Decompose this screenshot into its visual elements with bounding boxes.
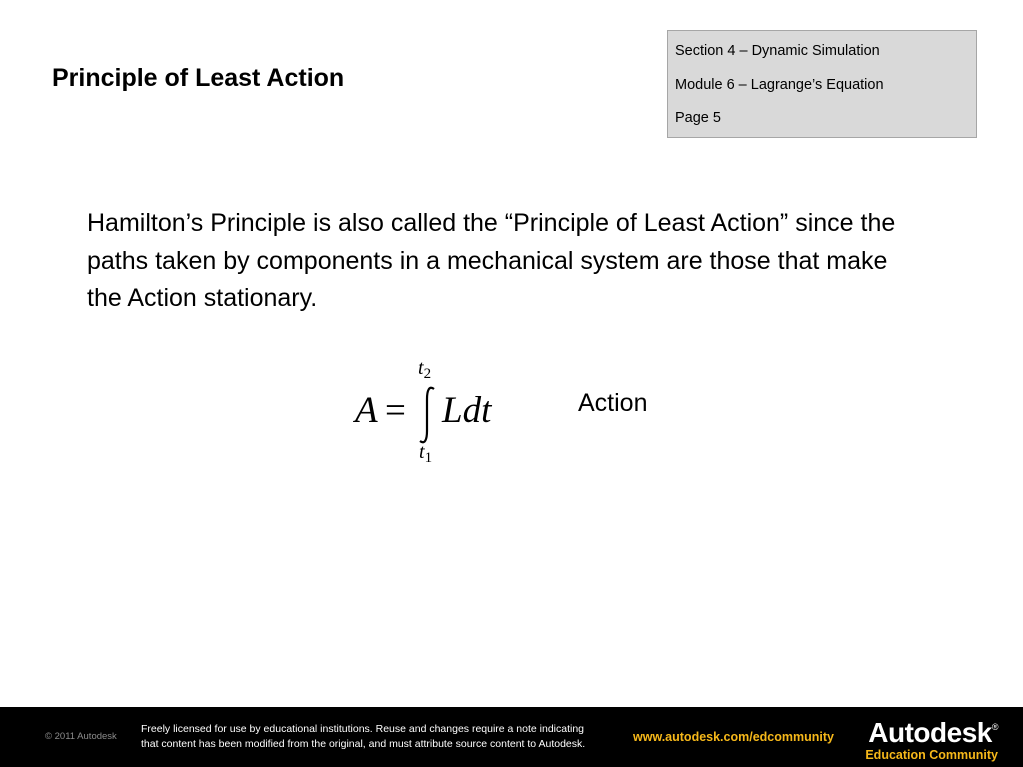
copyright-text: © 2011 Autodesk xyxy=(45,731,117,742)
section-label: Section 4 – Dynamic Simulation xyxy=(675,43,880,59)
footer-bar xyxy=(0,707,1023,767)
action-integral-formula xyxy=(355,355,505,465)
formula-label: Action xyxy=(578,389,648,417)
module-label: Module 6 – Lagrange’s Equation xyxy=(675,76,884,93)
section-info-box xyxy=(667,30,977,138)
integral-sign-icon xyxy=(415,385,439,445)
community-url-link[interactable]: www.autodesk.com/edcommunity xyxy=(633,730,834,744)
registered-mark: ® xyxy=(991,722,998,732)
license-line-1: Freely licensed for use by educational institutions. Reuse and changes require a note indicating xyxy=(141,723,585,735)
upper-limit: $t_2$ xyxy=(418,357,432,382)
formula-equals: = xyxy=(385,390,406,431)
brand-name: Autodesk xyxy=(868,717,992,748)
formula-lhs: A xyxy=(355,390,378,431)
slide-title: Principle of Least Action xyxy=(52,64,345,92)
brand-subtitle: Education Community xyxy=(865,748,998,762)
page-label: Page 5 xyxy=(675,110,721,126)
formula-integrand: Ldt xyxy=(442,390,492,431)
lower-limit: $t_1$ xyxy=(419,441,433,466)
autodesk-logo xyxy=(865,712,998,762)
license-text xyxy=(141,722,631,752)
license-line-2: that content has been modified from the original, and must attribute source content to Autodesk. xyxy=(141,738,586,750)
body-paragraph: Hamilton’s Principle is also called the “Principle of Least Action” since the paths taken by components in a mechanical system are those that make the Action stationary. xyxy=(87,209,896,312)
